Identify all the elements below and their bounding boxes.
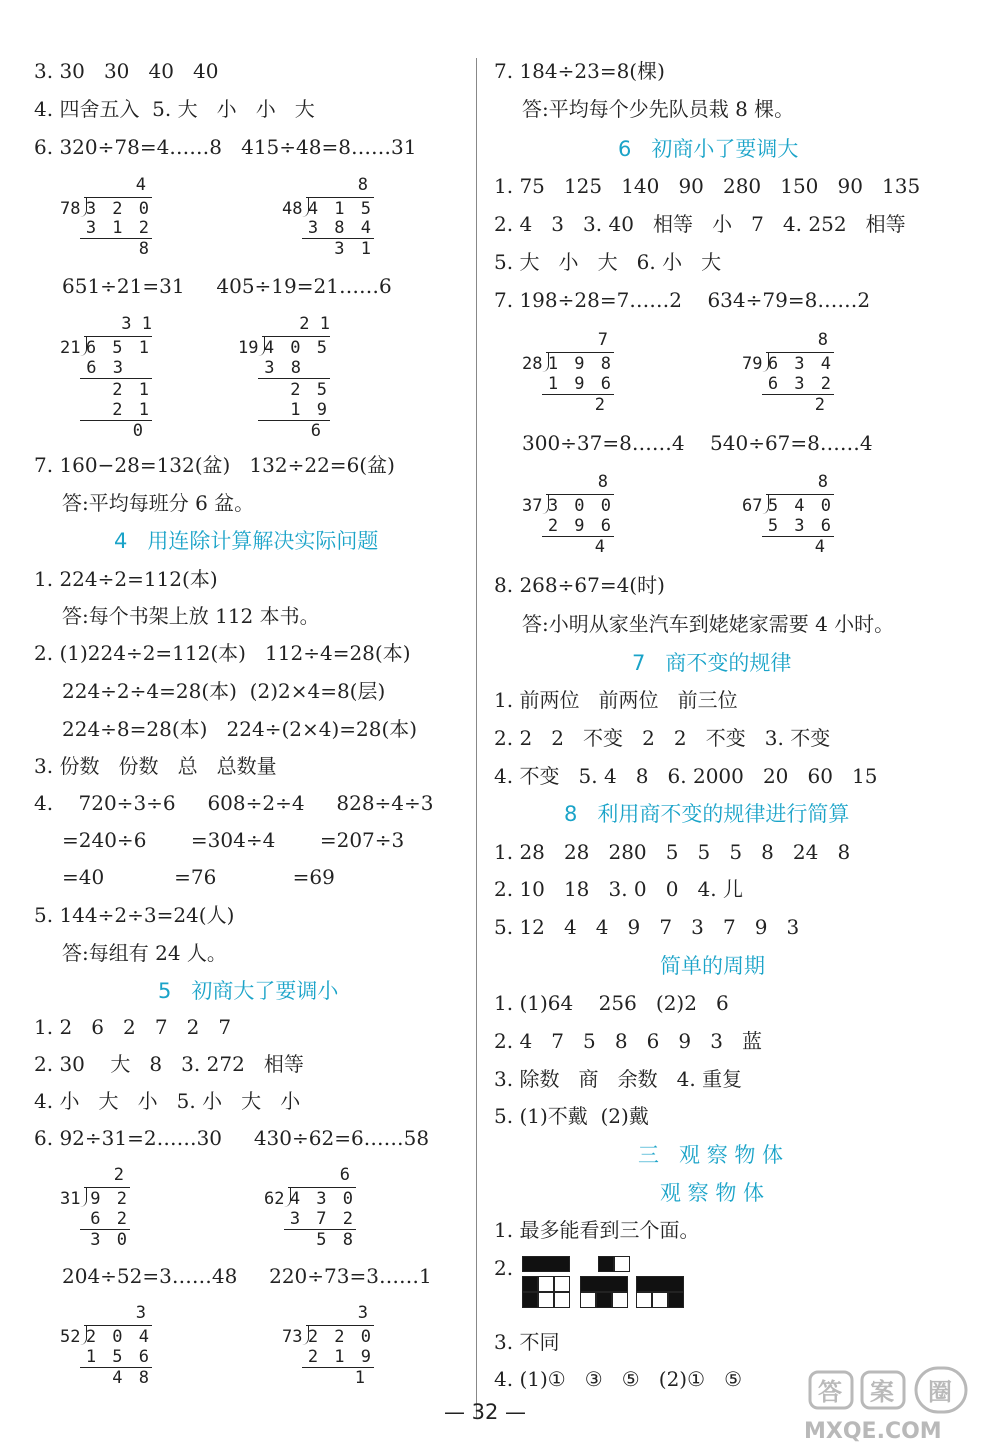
svg-text:MXQE.COM: MXQE.COM [804,1419,942,1444]
section-heading: 7 商不变的规律 [632,651,792,675]
answer-line: 6. 92÷31=2……30 430÷62=6……58 [34,1126,430,1150]
answer-line: 2. 4 7 5 8 6 9 3 蓝 [494,1029,763,1053]
svg-text:答: 答 [818,1378,842,1406]
answer-line: 4. 小 大 小 5. 小 大 小 [34,1089,301,1113]
answer-line: 2. 4 3 3. 40 相等 小 7 4. 252 相等 [494,212,906,236]
answer-line: 1. 2 6 2 7 2 7 [34,1015,232,1039]
answer-line: 2. 2 2 不变 2 2 不变 3. 不变 [494,726,831,750]
answer-line: 5. 大 小 大 6. 小 大 [494,250,722,274]
section-heading: 简单的周期 [660,954,765,978]
answer-line: 7. 160−28=132(盆) 132÷22=6(盆) [34,453,395,477]
section-heading: 8 利用商不变的规律进行简算 [564,802,850,826]
unit-heading: 三 观 察 物 体 [638,1143,784,1167]
answer-line: 2. 30 大 8 3. 272 相等 [34,1052,304,1076]
answer-line: 答:小明从家坐汽车到姥姥家需要 4 小时。 [522,612,895,636]
long-division: 8 67 5 4 0 5 3 6 4 [742,472,834,557]
answer-line: 4. (1)① ③ ⑤ (2)① ⑤ [494,1367,743,1391]
answer-line: 5. 12 4 4 9 7 3 7 9 3 [494,915,800,939]
answer-line: 300÷37=8……4 540÷67=8……4 [522,431,873,455]
cube-views-diagram [522,1256,690,1312]
answer-line: 2. [494,1256,514,1280]
answer-line: 3. 不同 [494,1330,560,1354]
answer-line: 5. 144÷2÷3=24(人) [34,903,235,927]
answer-line: 3. 除数 商 余数 4. 重复 [494,1067,743,1091]
answer-line: 3. 30 30 40 40 [34,59,219,83]
section-heading: 5 初商大了要调小 [158,979,339,1003]
watermark-logo [800,1364,990,1446]
answer-line: 1. 224÷2=112(本) [34,567,218,591]
answer-line: 224÷2÷4=28(本) (2)2×4=8(层) [62,679,386,703]
answer-line: =240÷6 =304÷4 =207÷3 [62,828,405,852]
page-number: — 32 — [443,1400,527,1424]
long-division: 4 78 3 2 0 3 1 2 8 [60,175,152,259]
answer-line: 7. 184÷23=8(棵) [494,59,665,83]
answer-line: 答:每组有 24 人。 [62,941,227,965]
section-heading: 6 初商小了要调大 [618,137,799,161]
long-division: 3 73 2 2 0 2 1 9 1 [282,1303,374,1388]
section-heading: 4 用连除计算解决实际问题 [114,529,379,553]
long-division: 3 1 21 6 5 1 6 3 2 1 2 1 0 [60,314,152,441]
svg-text:案: 案 [870,1378,894,1406]
answer-line: 3. 份数 份数 总 总数量 [34,754,277,778]
long-division: 6 62 4 3 0 3 7 2 5 8 [264,1165,356,1250]
long-division: 3 52 2 0 4 1 5 6 4 8 [60,1303,152,1388]
answer-line: 1. (1)64 256 (2)2 6 [494,991,729,1015]
answer-line: 651÷21=31 405÷19=21……6 [62,274,392,298]
long-division: 8 48 4 1 5 3 8 4 3 1 [282,175,374,259]
section-heading: 观 察 物 体 [660,1181,765,1205]
answer-line: 2. (1)224÷2=112(本) 112÷4=28(本) [34,641,411,665]
answer-line: 204÷52=3……48 220÷73=3……1 [62,1264,432,1288]
left-column [0,0,478,1454]
long-division: 2 31 9 2 6 2 3 0 [60,1165,130,1250]
answer-line: 4. 四舍五入 5. 大 小 小 大 [34,97,315,121]
answer-line: 5. (1)不戴 (2)戴 [494,1104,649,1128]
answer-line: 4. 不变 5. 4 8 6. 2000 20 60 15 [494,764,878,788]
answer-line: 4. 720÷3÷6 608÷2÷4 828÷4÷3 [34,791,434,815]
answer-line: 224÷8=28(本) 224÷(2×4)=28(本) [62,717,418,741]
answer-line: 2. 10 18 3. 0 0 4. 儿 [494,877,743,901]
svg-text:圈: 圈 [928,1378,952,1406]
long-division: 8 37 3 0 0 2 9 6 4 [522,472,614,557]
answer-line: 答:每个书架上放 112 本书。 [62,604,320,628]
answer-line: 6. 320÷78=4……8 415÷48=8……31 [34,135,417,159]
answer-line: 1. 75 125 140 90 280 150 90 135 [494,174,921,198]
answer-line: 1. 前两位 前两位 前三位 [494,688,738,712]
answer-line: 1. 28 28 280 5 5 5 8 24 8 [494,840,851,864]
answer-line: 答:平均每个少先队员栽 8 棵。 [522,97,795,121]
long-division: 8 79 6 3 4 6 3 2 2 [742,330,834,415]
answer-line: 7. 198÷28=7……2 634÷79=8……2 [494,288,871,312]
long-division: 2 1 19 4 0 5 3 8 2 5 1 9 6 [238,314,330,441]
answer-line: 8. 268÷67=4(时) [494,573,665,597]
right-column [478,0,1000,1454]
long-division: 7 28 1 9 8 1 9 6 2 [522,330,614,415]
answer-line: 答:平均每班分 6 盆。 [62,491,255,515]
answer-line: 1. 最多能看到三个面。 [494,1218,700,1242]
answer-line: =40 =76 =69 [62,865,335,889]
